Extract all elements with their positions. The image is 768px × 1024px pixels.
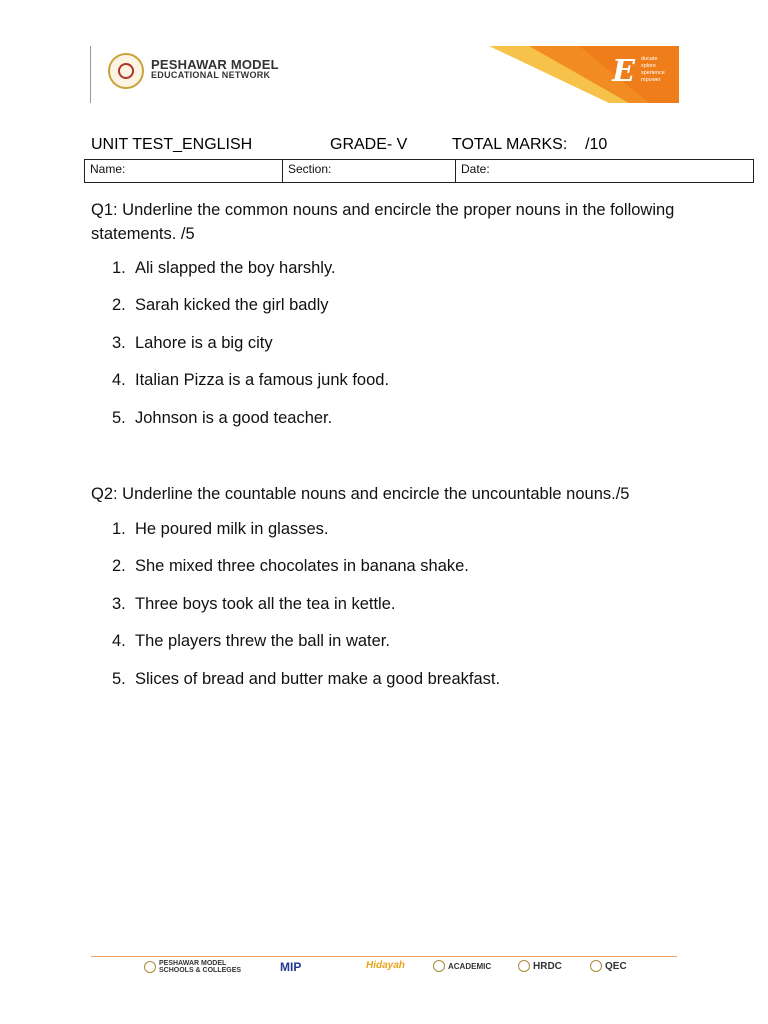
list-item (112, 557, 500, 594)
banner-word: xplore (641, 63, 656, 69)
banner-word: ducate (641, 56, 658, 62)
header-divider (90, 46, 91, 103)
footer-logo-qec (590, 960, 627, 972)
item-text: Three boys took all the tea in kettle. (135, 594, 396, 613)
item-number: 4. (112, 371, 126, 390)
org-subtitle: EDUCATIONAL NETWORK (151, 70, 271, 80)
item-text: She mixed three chocolates in banana shake. (135, 557, 469, 576)
list-item (112, 520, 500, 557)
footer-logo-mip (280, 960, 301, 974)
name-field[interactable]: Name: (85, 160, 283, 182)
item-text: Italian Pizza is a famous junk food. (135, 371, 390, 390)
footer-logo-label: HRDC (533, 960, 562, 972)
item-number: 5. (112, 669, 126, 688)
list-item (112, 371, 389, 408)
list-item (112, 296, 389, 333)
footer-logo-label: ACADEMIC (448, 961, 492, 971)
date-field[interactable]: Date: (461, 162, 490, 176)
item-number: 4. (112, 632, 126, 651)
section-field[interactable]: Section: (283, 160, 456, 182)
list-item (112, 670, 500, 707)
footer-logo-label: PESHAWAR MODEL SCHOOLS & COLLEGES (159, 960, 242, 974)
test-title: UNIT TEST_ENGLISH (91, 136, 253, 153)
footer-logo-hidayah (366, 960, 405, 971)
shield-icon (590, 960, 602, 972)
footer-divider (91, 956, 677, 957)
item-number: 3. (112, 333, 126, 352)
question-1-prompt: Q1: Underline the common nouns and encircle the proper nouns in the following statements. /5 (91, 201, 675, 243)
banner-words (641, 56, 675, 84)
school-seal-logo (108, 53, 144, 89)
item-text: He poured milk in glasses. (135, 520, 329, 538)
item-text: Sarah kicked the girl badly (135, 296, 329, 315)
item-number: 2. (112, 296, 126, 315)
item-text: Lahore is a big city (135, 333, 273, 352)
grade-label: GRADE- V (330, 136, 408, 153)
seal-icon (144, 961, 156, 973)
list-item (112, 632, 500, 669)
total-marks-label: TOTAL MARKS: /10 (452, 136, 608, 153)
item-number: 1. (112, 520, 126, 538)
footer-logo-hrdc (518, 960, 562, 972)
question-2-list (112, 520, 500, 707)
item-number: 5. (112, 408, 126, 427)
item-number: 2. (112, 557, 126, 576)
list-item (112, 409, 389, 446)
item-number: 1. (112, 259, 126, 277)
footer-logo-pmsc (144, 960, 251, 974)
footer-logo-label: QEC (605, 960, 627, 972)
shield-icon (518, 960, 530, 972)
item-number: 3. (112, 594, 126, 613)
item-text: Slices of bread and butter make a good breakfast. (135, 669, 501, 688)
footer-logo-label: MIP (280, 960, 302, 974)
banner-e-letter: E (612, 54, 635, 89)
footer-logo-strip (140, 960, 640, 976)
letterhead (90, 46, 679, 103)
question-1-list (112, 259, 389, 446)
banner-word: mpower (641, 77, 661, 83)
banner-word: xperience (641, 70, 665, 76)
list-item (112, 259, 389, 296)
shield-icon (433, 960, 445, 972)
item-text: Ali slapped the boy harshly. (135, 259, 336, 277)
question-2-prompt: Q2: Underline the countable nouns and encircle the uncountable nouns./5 (91, 485, 630, 503)
list-item (112, 334, 389, 371)
list-item (112, 595, 500, 632)
item-text: The players threw the ball in water. (135, 632, 390, 651)
org-name: PESHAWAR MODEL (151, 57, 279, 72)
item-text: Johnson is a good teacher. (135, 408, 333, 427)
footer-logo-academic (433, 960, 491, 972)
student-info-table (84, 159, 754, 183)
footer-logo-label: Hidayah (366, 960, 405, 971)
